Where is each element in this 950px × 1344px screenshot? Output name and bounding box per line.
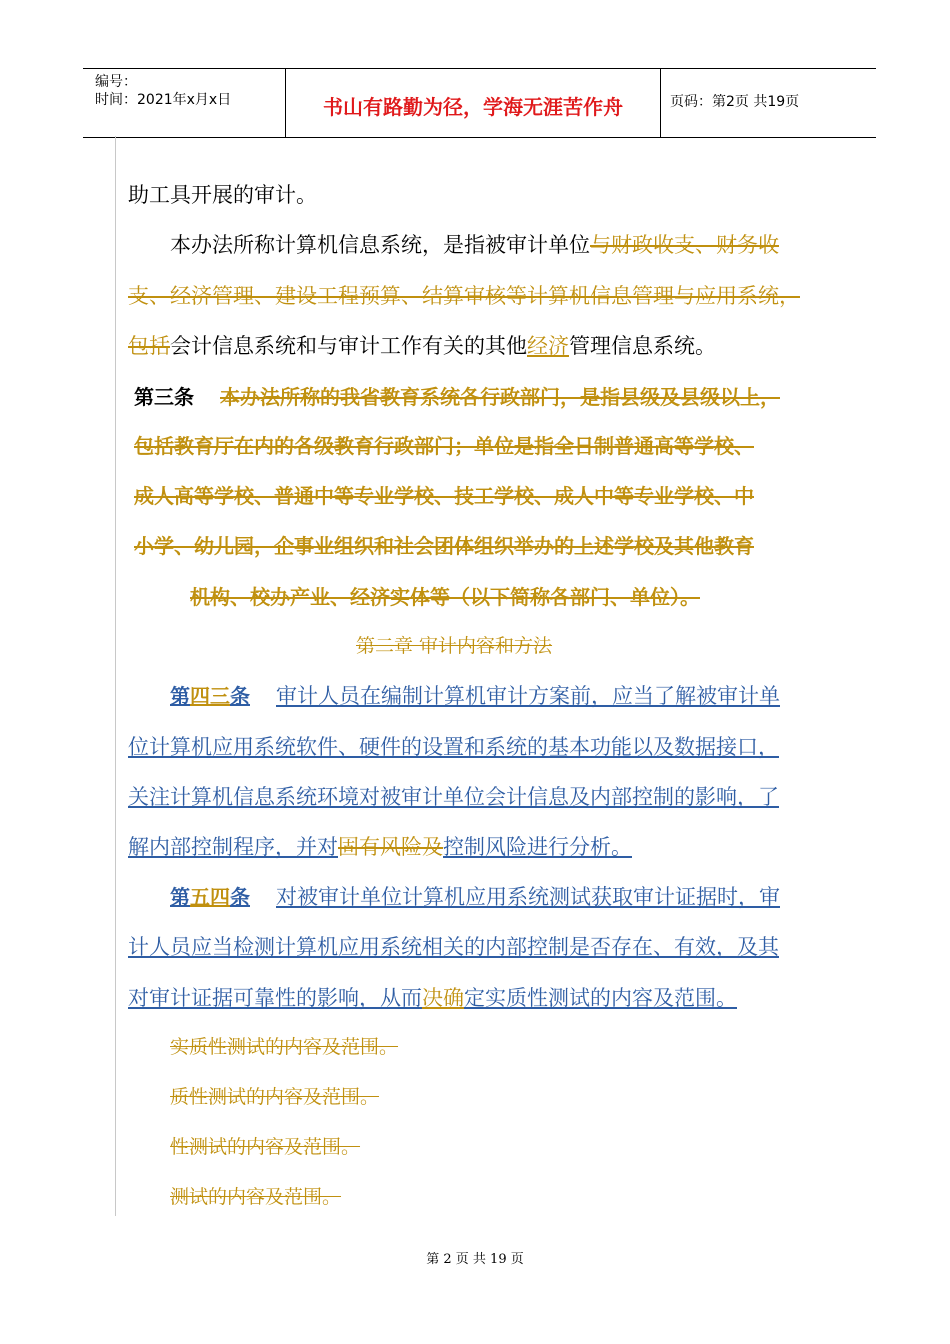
paragraph-definition-line3 (128, 331, 716, 361)
page-footer: 第 2 页 共 19 页 (426, 1252, 524, 1267)
article-3-line4: 小学、幼儿园，企事业组织和社会团体组织举办的上述学校及其他教育 (134, 534, 754, 558)
inserted-text: 解内部控制程序，并对 (128, 835, 338, 859)
article-3-heading: 第三条 (134, 385, 194, 409)
deleted-line-2: 质性测试的内容及范围。 (170, 1086, 380, 1108)
article-3-line3: 成人高等学校、普通中等专业学校、技工学校、成人中等专业学校、中 (134, 484, 754, 508)
inserted-text: 对审计证据可靠性的影响，从而 (128, 986, 422, 1010)
deleted-line-3: 性测试的内容及范围。 (170, 1136, 361, 1158)
deleted-line-4: 测试的内容及范围。 (170, 1186, 342, 1208)
article-3-line5: 机构、校办产业、经济实体等（以下简称各部门、单位）。 (190, 585, 700, 609)
article-4-number: 四三 (190, 684, 230, 708)
deleted-text: 包括 (128, 334, 170, 358)
article-3-line2: 包括教育厅在内的各级教育行政部门；单位是指全日制普通高等学校、 (134, 434, 754, 458)
text-segment: 本办法所称计算机信息系统，是指被审计单位 (170, 233, 590, 257)
article-4-di: 第 (170, 684, 190, 708)
article-5-tiao: 条 (230, 885, 250, 909)
inserted-text: 决确 (422, 986, 464, 1010)
article-4-line1 (170, 681, 780, 711)
header-page-cell (660, 69, 876, 137)
deleted-text-line: 支、经济管理、建设工程预算、结算审核等计算机信息管理与应用系统， (128, 284, 800, 308)
header-table (83, 68, 876, 138)
inserted-text: 经济 (527, 334, 569, 358)
article-3-line1 (134, 382, 780, 412)
inserted-text: 对被审计单位计算机应用系统测试获取审计证据时，审 (276, 885, 780, 909)
document-number-label: 编号： (95, 74, 137, 90)
left-margin-line (115, 136, 116, 1216)
article-5-di: 第 (170, 885, 190, 909)
deleted-text: 与财政收支、财务收 (590, 233, 779, 257)
article-5-number: 五四 (190, 885, 230, 909)
article-5-line2: 计人员应当检测计算机应用系统相关的内部控制是否存在、有效，及其 (128, 935, 779, 959)
article-4-line4 (128, 832, 632, 862)
inserted-text: 定实质性测试的内容及范围。 (464, 986, 737, 1010)
article-4-tiao: 条 (230, 684, 250, 708)
deleted-line-1: 实质性测试的内容及范围。 (170, 1036, 399, 1058)
chapter-heading: 第二章 审计内容和方法 (356, 635, 553, 657)
paragraph-continuation: 助工具开展的审计。 (128, 183, 317, 207)
header-motto-cell (285, 69, 661, 137)
article-4-line2: 位计算机应用系统软件、硬件的设置和系统的基本功能以及数据接口， (128, 735, 779, 759)
paragraph-definition-line1 (170, 230, 779, 260)
document-time-label: 时间：2021年x月x日 (95, 92, 232, 108)
article-5-line3 (128, 983, 737, 1013)
header-page-label: 页码：第2页 共19页 (670, 94, 800, 110)
header-meta-cell (83, 69, 285, 137)
deleted-text: 本办法所称的我省教育系统各行政部门，是指县级及县级以上， (220, 385, 780, 409)
deleted-text: 固有风险及 (338, 835, 443, 859)
inserted-text: 控制风险进行分析。 (443, 835, 632, 859)
text-segment: 会计信息系统和与审计工作有关的其他 (170, 334, 527, 358)
inserted-text: 审计人员在编制计算机审计方案前，应当了解被审计单 (276, 684, 780, 708)
article-4-line3: 关注计算机信息系统环境对被审计单位会计信息及内部控制的影响，了 (128, 785, 779, 809)
text-segment: 管理信息系统。 (569, 334, 716, 358)
header-motto: 书山有路勤为径，学海无涯苦作舟 (323, 95, 623, 119)
article-5-line1 (170, 882, 780, 912)
